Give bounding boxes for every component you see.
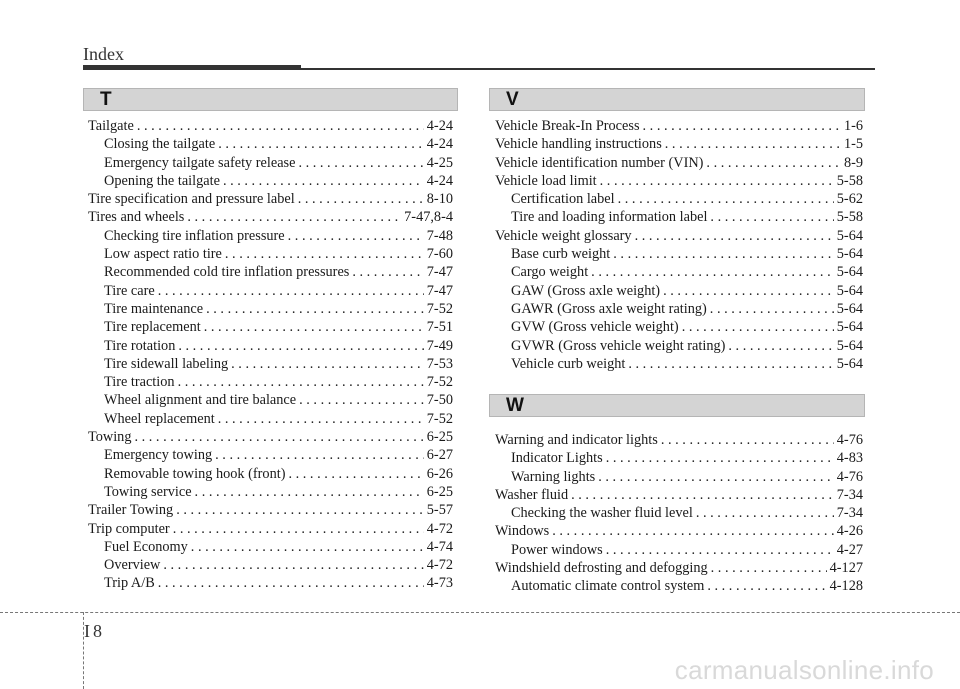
section-header-t	[83, 88, 458, 111]
entry-term: Warning lights	[511, 468, 596, 485]
dot-leader	[665, 135, 841, 153]
entry-term: Low aspect ratio tire	[104, 246, 222, 263]
dot-leader	[661, 431, 834, 449]
index-entry	[88, 208, 453, 226]
entry-page-ref: 1-5	[843, 136, 863, 153]
entry-page-ref: 4-24	[426, 172, 453, 189]
entry-page-ref: 4-83	[836, 450, 863, 467]
header-rule-thin	[301, 68, 875, 70]
index-list-v	[495, 117, 863, 373]
dot-leader	[613, 245, 834, 263]
dot-leader	[231, 355, 424, 373]
entry-term: Closing the tailgate	[104, 136, 216, 153]
entry-page-ref: 7-48	[426, 227, 453, 244]
section-letter-v: V	[506, 89, 519, 110]
index-subentry	[88, 391, 453, 409]
index-subentry	[88, 355, 453, 373]
entry-term: Power windows	[511, 541, 603, 558]
entry-page-ref: 4-127	[829, 560, 863, 577]
page-header-title: Index	[83, 44, 124, 64]
entry-term: Overview	[104, 557, 161, 574]
entry-page-ref: 5-64	[836, 300, 863, 317]
entry-term: Tire sidewall labeling	[104, 355, 229, 372]
index-subentry	[88, 227, 453, 245]
dot-leader	[163, 556, 423, 574]
entry-page-ref: 1-6	[843, 118, 863, 134]
entry-page-ref: 5-64	[836, 264, 863, 281]
entry-page-ref: 4-24	[426, 118, 453, 134]
entry-term: Vehicle curb weight	[511, 355, 626, 372]
entry-page-ref: 4-72	[426, 557, 453, 574]
index-subentry	[495, 208, 863, 226]
index-subentry	[88, 282, 453, 300]
index-subentry	[88, 465, 453, 483]
index-subentry	[88, 556, 453, 574]
entry-page-ref: 7-49	[426, 337, 453, 354]
index-entry	[88, 428, 453, 446]
entry-term: Tire maintenance	[104, 300, 204, 317]
section-header-w	[489, 394, 865, 417]
index-entry	[495, 172, 863, 190]
index-entry	[495, 117, 863, 135]
entry-page-ref: 7-47	[426, 282, 453, 299]
dot-leader	[298, 154, 423, 172]
entry-term: Windows	[495, 523, 550, 540]
entry-page-ref: 5-58	[836, 209, 863, 226]
entry-page-ref: 5-64	[836, 227, 863, 244]
dot-leader	[178, 373, 424, 391]
dot-leader	[682, 318, 834, 336]
entry-page-ref: 7-34	[836, 486, 863, 503]
dot-leader	[137, 117, 424, 135]
index-entry	[495, 486, 863, 504]
footer-dashed-line	[0, 612, 960, 613]
index-entry	[88, 520, 453, 538]
entry-term: Tire care	[104, 282, 155, 299]
index-entry	[88, 501, 453, 519]
entry-page-ref: 5-64	[836, 246, 863, 263]
dot-leader	[288, 227, 424, 245]
dot-leader	[218, 410, 424, 428]
dot-leader	[225, 245, 424, 263]
entry-page-ref: 7-52	[426, 300, 453, 317]
index-subentry	[495, 468, 863, 486]
entry-term: Vehicle identification number (VIN)	[495, 154, 704, 171]
index-subentry	[88, 245, 453, 263]
entry-page-ref: 4-24	[426, 136, 453, 153]
entry-term: GVWR (Gross vehicle weight rating)	[511, 337, 726, 354]
entry-term: Recommended cold tire inflation pressures	[104, 264, 350, 281]
entry-term: Tire rotation	[104, 337, 176, 354]
entry-page-ref: 7-60	[426, 246, 453, 263]
entry-term: Warning and indicator lights	[495, 432, 658, 448]
dot-leader	[218, 135, 424, 153]
entry-term: Removable towing hook (front)	[104, 465, 286, 482]
entry-term: Tires and wheels	[88, 209, 185, 226]
index-subentry	[88, 154, 453, 172]
dot-leader	[288, 465, 423, 483]
index-entry	[495, 431, 863, 449]
dot-leader	[643, 117, 841, 135]
index-subentry	[495, 318, 863, 336]
entry-term: Emergency tailgate safety release	[104, 154, 296, 171]
dot-leader	[618, 190, 834, 208]
index-subentry	[495, 263, 863, 281]
index-subentry	[88, 574, 453, 592]
entry-term: Opening the tailgate	[104, 172, 220, 189]
index-entry	[88, 117, 453, 135]
entry-term: Tire specification and pressure label	[88, 191, 295, 208]
index-subentry	[495, 355, 863, 373]
index-subentry	[495, 541, 863, 559]
entry-page-ref: 5-62	[836, 191, 863, 208]
entry-term: Wheel replacement	[104, 410, 215, 427]
entry-term: Tailgate	[88, 118, 134, 134]
index-subentry	[88, 446, 453, 464]
entry-term: GAWR (Gross axle weight rating)	[511, 300, 707, 317]
index-subentry	[495, 300, 863, 318]
entry-page-ref: 4-73	[426, 575, 453, 592]
entry-page-ref: 5-58	[836, 172, 863, 189]
dot-leader	[728, 337, 833, 355]
entry-page-ref: 8-9	[843, 154, 863, 171]
entry-term: Emergency towing	[104, 447, 213, 464]
index-subentry	[88, 135, 453, 153]
dot-leader	[706, 154, 841, 172]
index-subentry	[495, 245, 863, 263]
index-subentry	[88, 318, 453, 336]
entry-page-ref: 7-53	[426, 355, 453, 372]
index-subentry	[495, 577, 863, 595]
entry-term: Wheel alignment and tire balance	[104, 392, 297, 409]
entry-term: Tire traction	[104, 374, 175, 391]
entry-term: Base curb weight	[511, 246, 611, 263]
entry-term: Checking the washer fluid level	[511, 505, 693, 522]
dot-leader	[299, 391, 424, 409]
dot-leader	[223, 172, 424, 190]
dot-leader	[696, 504, 834, 522]
index-subentry	[495, 504, 863, 522]
index-subentry	[495, 449, 863, 467]
index-subentry	[88, 263, 453, 281]
entry-term: Tire replacement	[104, 319, 201, 336]
entry-term: Fuel Economy	[104, 538, 188, 555]
entry-term: Towing	[88, 429, 132, 446]
dot-leader	[598, 468, 834, 486]
index-entry	[495, 522, 863, 540]
entry-term: Indicator Lights	[511, 450, 603, 467]
dot-leader	[187, 208, 401, 226]
entry-page-ref: 6-25	[426, 429, 453, 446]
index-subentry	[88, 410, 453, 428]
index-entry	[88, 190, 453, 208]
entry-page-ref: 4-76	[836, 468, 863, 485]
index-subentry	[88, 172, 453, 190]
index-entry	[495, 154, 863, 172]
dot-leader	[158, 282, 424, 300]
entry-page-ref: 5-64	[836, 282, 863, 299]
entry-term: Vehicle load limit	[495, 172, 597, 189]
entry-term: Vehicle weight glossary	[495, 227, 632, 244]
dot-leader	[571, 486, 834, 504]
dot-leader	[552, 522, 834, 540]
entry-page-ref: 4-26	[836, 523, 863, 540]
index-list-w	[495, 431, 863, 596]
entry-term: GAW (Gross axle weight)	[511, 282, 661, 299]
entry-page-ref: 7-51	[426, 319, 453, 336]
dot-leader	[707, 577, 826, 595]
entry-page-ref: 4-27	[836, 541, 863, 558]
dot-leader	[176, 501, 424, 519]
dot-leader	[298, 190, 424, 208]
index-entry	[495, 559, 863, 577]
dot-leader	[710, 208, 833, 226]
index-subentry	[88, 483, 453, 501]
index-list-t	[88, 117, 453, 593]
dot-leader	[711, 559, 827, 577]
footer-section-label: I	[84, 621, 90, 641]
dot-leader	[206, 300, 424, 318]
entry-term: Vehicle Break-In Process	[495, 118, 640, 134]
entry-term: Windshield defrosting and defogging	[495, 560, 708, 577]
entry-term: Towing service	[104, 483, 192, 500]
index-subentry	[88, 300, 453, 318]
entry-page-ref: 7-47	[426, 264, 453, 281]
entry-page-ref: 6-26	[426, 465, 453, 482]
entry-term: Trip computer	[88, 520, 170, 537]
entry-term: Automatic climate control system	[511, 578, 705, 595]
dot-leader	[134, 428, 423, 446]
dot-leader	[173, 520, 424, 538]
entry-page-ref: 4-72	[426, 520, 453, 537]
entry-page-ref: 5-64	[836, 337, 863, 354]
entry-term: Certification label	[511, 191, 615, 208]
entry-page-ref: 5-64	[836, 355, 863, 372]
entry-term: GVW (Gross vehicle weight)	[511, 319, 679, 336]
entry-term: Tire and loading information label	[511, 209, 708, 226]
index-subentry	[88, 337, 453, 355]
index-entry	[495, 227, 863, 245]
section-letter-t: T	[100, 89, 112, 110]
dot-leader	[600, 172, 834, 190]
section-letter-w: W	[506, 395, 524, 416]
dot-leader	[591, 263, 834, 281]
dot-leader	[606, 541, 834, 559]
dot-leader	[628, 355, 833, 373]
index-entry	[495, 135, 863, 153]
dot-leader	[195, 483, 424, 501]
dot-leader	[158, 574, 424, 592]
index-subentry	[495, 190, 863, 208]
footer-page-number: 8	[93, 621, 102, 641]
dot-leader	[710, 300, 834, 318]
entry-page-ref: 8-10	[426, 191, 453, 208]
entry-term: Trip A/B	[104, 575, 155, 592]
entry-page-ref: 7-50	[426, 392, 453, 409]
entry-page-ref: 4-76	[836, 432, 863, 448]
dot-leader	[635, 227, 834, 245]
entry-page-ref: 7-34	[836, 505, 863, 522]
dot-leader	[204, 318, 424, 336]
dot-leader	[191, 538, 424, 556]
entry-page-ref: 5-64	[836, 319, 863, 336]
entry-page-ref: 7-47,8-4	[404, 209, 453, 226]
dot-leader	[178, 337, 423, 355]
entry-term: Washer fluid	[495, 486, 569, 503]
entry-term: Vehicle handling instructions	[495, 136, 662, 153]
entry-term: Cargo weight	[511, 264, 589, 281]
entry-page-ref: 5-57	[426, 502, 453, 519]
entry-term: Checking tire inflation pressure	[104, 227, 285, 244]
entry-page-ref: 6-27	[426, 447, 453, 464]
entry-page-ref: 4-128	[829, 578, 863, 595]
section-header-v	[489, 88, 865, 111]
entry-term: Trailer Towing	[88, 502, 174, 519]
dot-leader	[663, 282, 834, 300]
watermark-text: carmanualsonline.info	[674, 655, 934, 685]
dot-leader	[606, 449, 834, 467]
index-subentry	[88, 373, 453, 391]
entry-page-ref: 4-74	[426, 538, 453, 555]
header-rule-thick	[83, 65, 301, 70]
entry-page-ref: 4-25	[426, 154, 453, 171]
entry-page-ref: 7-52	[426, 374, 453, 391]
index-subentry	[495, 337, 863, 355]
entry-page-ref: 6-25	[426, 483, 453, 500]
dot-leader	[215, 446, 424, 464]
entry-page-ref: 7-52	[426, 410, 453, 427]
index-subentry	[495, 282, 863, 300]
dot-leader	[352, 263, 423, 281]
index-subentry	[88, 538, 453, 556]
